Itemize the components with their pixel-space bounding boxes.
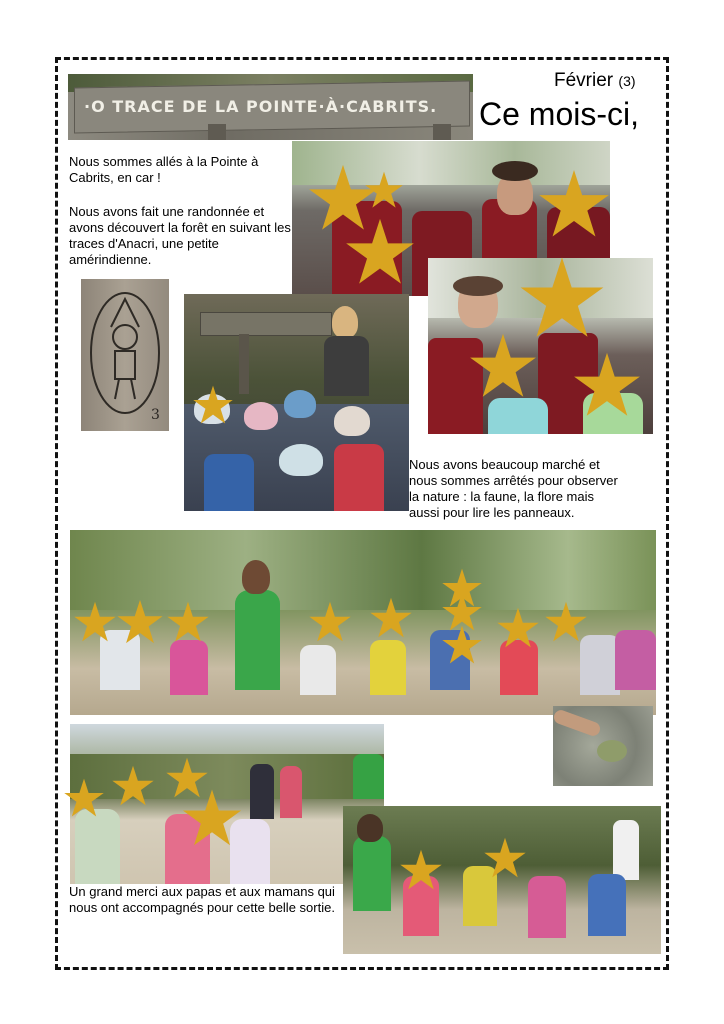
star-icon: [483, 836, 527, 880]
thanks-paragraph: Un grand merci aux papas et aux mamans qui nous ont accompagnés pour cette belle sortie.: [69, 884, 335, 915]
star-icon: [181, 787, 243, 849]
carving-number: 3: [151, 407, 160, 423]
star-icon: [166, 600, 210, 644]
star-icon: [518, 254, 606, 342]
star-icon: [496, 606, 540, 650]
star-icon: [63, 777, 105, 819]
star-icon: [544, 600, 588, 644]
star-icon: [364, 170, 404, 210]
star-icon: [468, 331, 538, 401]
month-text: Février: [554, 70, 614, 91]
star-icon: [111, 764, 155, 808]
observation-paragraph: Nous avons beaucoup marché et nous sommes arrêtés pour observer la nature : la faune, la flore mais aussi pour lire les panneaux.: [409, 457, 618, 520]
lichen-closeup-photo: [553, 706, 653, 786]
page-number: (3): [618, 73, 636, 89]
star-icon: [537, 167, 611, 241]
star-icon: [116, 598, 164, 646]
forest-group-photo: [343, 806, 661, 954]
star-icon: [73, 600, 117, 644]
anacri-carving-photo: [81, 279, 169, 431]
star-icon: [572, 350, 642, 420]
star-icon: [441, 624, 483, 666]
month-label: [554, 70, 636, 92]
trail-sign-text: ·O TRACE DE LA POINTE·À·CABRITS.: [84, 97, 438, 116]
hike-paragraph: Nous avons fait une randonnée et avons découvert la forêt en suivant les traces d'Anacri, une petite amérindienne.: [69, 204, 291, 267]
star-icon: [369, 596, 413, 640]
trail-sign-photo: [68, 74, 473, 140]
star-icon: [192, 384, 234, 426]
page-heading: Ce mois-ci,: [479, 96, 640, 132]
star-icon: [399, 848, 443, 892]
star-icon: [344, 216, 416, 288]
star-icon: [308, 600, 352, 644]
intro-paragraph: Nous sommes allés à la Pointe à Cabrits, en car !: [69, 154, 259, 185]
